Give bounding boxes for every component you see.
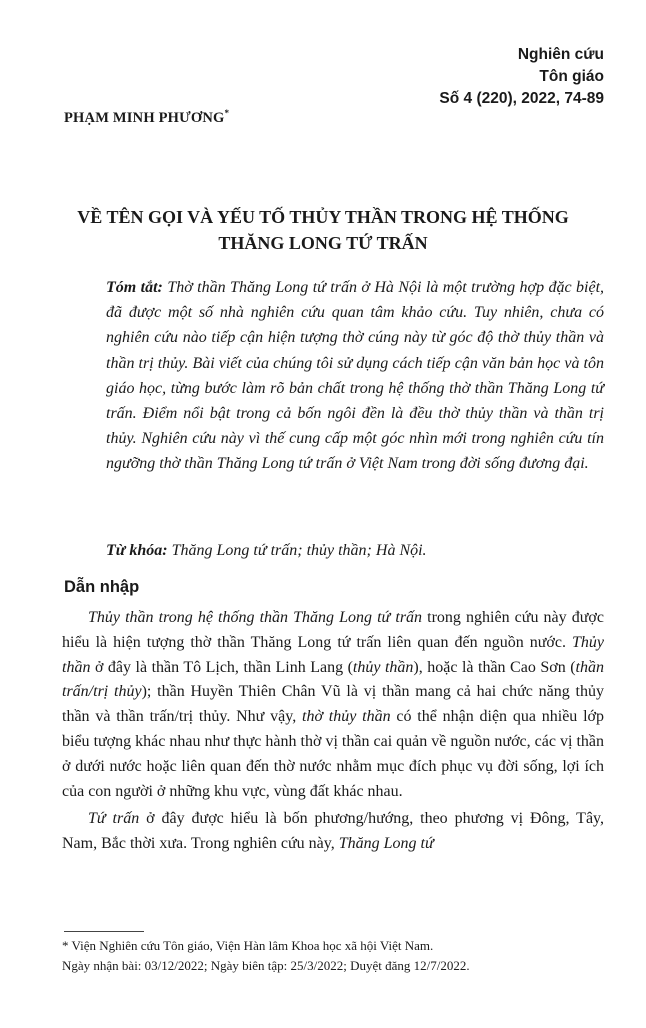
p2-span-3: Thăng Long tứ — [338, 835, 434, 853]
journal-name-line1: Nghiên cứu — [517, 46, 604, 63]
journal-issue: Số 4 (220), 2022, 74-89 — [439, 90, 604, 107]
author-footnote-mark: * — [224, 108, 230, 118]
abstract-label: Tóm tắt: — [106, 279, 163, 296]
article-title — [40, 204, 606, 256]
p1-span-5: thủy thần — [352, 658, 414, 676]
paragraph-intro — [62, 606, 604, 804]
author-name — [64, 108, 229, 127]
author-name-text: PHẠM MINH PHƯƠNG — [64, 109, 225, 126]
p1-span-3: Thủy thần — [62, 633, 604, 676]
keywords-label: Từ khóa: — [106, 542, 168, 559]
p1-span-4: ở đây là thần Tô Lịch, thần Linh Lang ( — [90, 658, 353, 676]
paragraph-tu-tran — [62, 807, 604, 857]
footnote — [62, 936, 606, 975]
p1-span-1: Thủy thần trong hệ thống thần Thăng Long tứ trấn — [88, 609, 423, 626]
p1-span-6: ), hoặc là thần Cao Sơn ( — [413, 658, 576, 676]
abstract — [106, 275, 604, 477]
p1-span-10: có thể nhận diện qua nhiều lớp biểu tượng khác nhau như thực hành thờ vị thần cai quản về nguồn nước, các vị thần ở dưới nước hoặc liên quan đến thờ nước nhằm mục đích phục vụ đời sống, lợi ích của con người ở những khu vực, vùng đất khác nhau. — [62, 708, 604, 800]
footnote-divider — [64, 931, 144, 932]
abstract-text: Thờ thần Thăng Long tứ trấn ở Hà Nội là một trường hợp đặc biệt, đã được một số nhà nghiên cứu quan tâm khảo cứu. Tuy nhiên, chưa có nghiên cứu nào tiếp cận hiện tượng thờ cúng này từ góc độ thờ thủy thần và thần trị thủy. Bài viết của chúng tôi sử dụng cách tiếp cận văn bản học và tôn giáo học, từng bước làm rõ bản chất trong hệ thống thờ thần Thăng Long tứ trấn. Điểm nổi bật trong cả bốn ngôi đền là đều thờ thủy thần và thần trị thủy. Nghiên cứu này vì thế cung cấp một góc nhìn mới trong nghiên cứu tín ngưỡng thờ thần Thăng Long tứ trấn ở Việt Nam trong đời sống đương đại. — [106, 279, 605, 473]
journal-header — [364, 44, 604, 110]
title-line2: THĂNG LONG TỨ TRẤN — [218, 233, 428, 253]
title-line1: VỀ TÊN GỌI VÀ YẾU TỐ THỦY THẦN TRONG HỆ THỐNG — [77, 207, 569, 227]
p1-span-2: trong nghiên cứu này được hiểu là hiện tượng thờ thần Thăng Long tứ trấn liên quan đến nguồn nước. — [62, 609, 604, 651]
p2-span-2: ở đây được hiểu là bốn phương/hướng, theo phương vị Đông, Tây, Nam, Bắc thời xưa. Trong nghiên cứu này, — [62, 810, 605, 853]
keywords-text: Thăng Long tứ trấn; thủy thần; Hà Nội. — [171, 542, 427, 559]
p1-span-9: thờ thủy thần — [302, 708, 391, 726]
p1-span-7: thần trấn/trị thủy — [62, 658, 604, 701]
p2-span-1: Tứ trấn — [88, 810, 140, 828]
journal-name-line2: Tôn giáo — [539, 68, 604, 85]
section-heading: Dẫn nhập — [64, 578, 140, 596]
body-text — [62, 606, 604, 857]
keywords — [106, 538, 604, 563]
footnote-affiliation: * Viện Nghiên cứu Tôn giáo, Viện Hàn lâm Khoa học xã hội Việt Nam. — [62, 938, 434, 953]
p1-span-8: ); thần Huyền Thiên Chân Vũ là vị thần mang cả hai chức năng thủy thần và thần trấn/trị thủy. Như vậy, — [62, 683, 604, 726]
footnote-dates: Ngày nhận bài: 03/12/2022; Ngày biên tập: 25/3/2022; Duyệt đăng 12/7/2022. — [62, 957, 470, 973]
